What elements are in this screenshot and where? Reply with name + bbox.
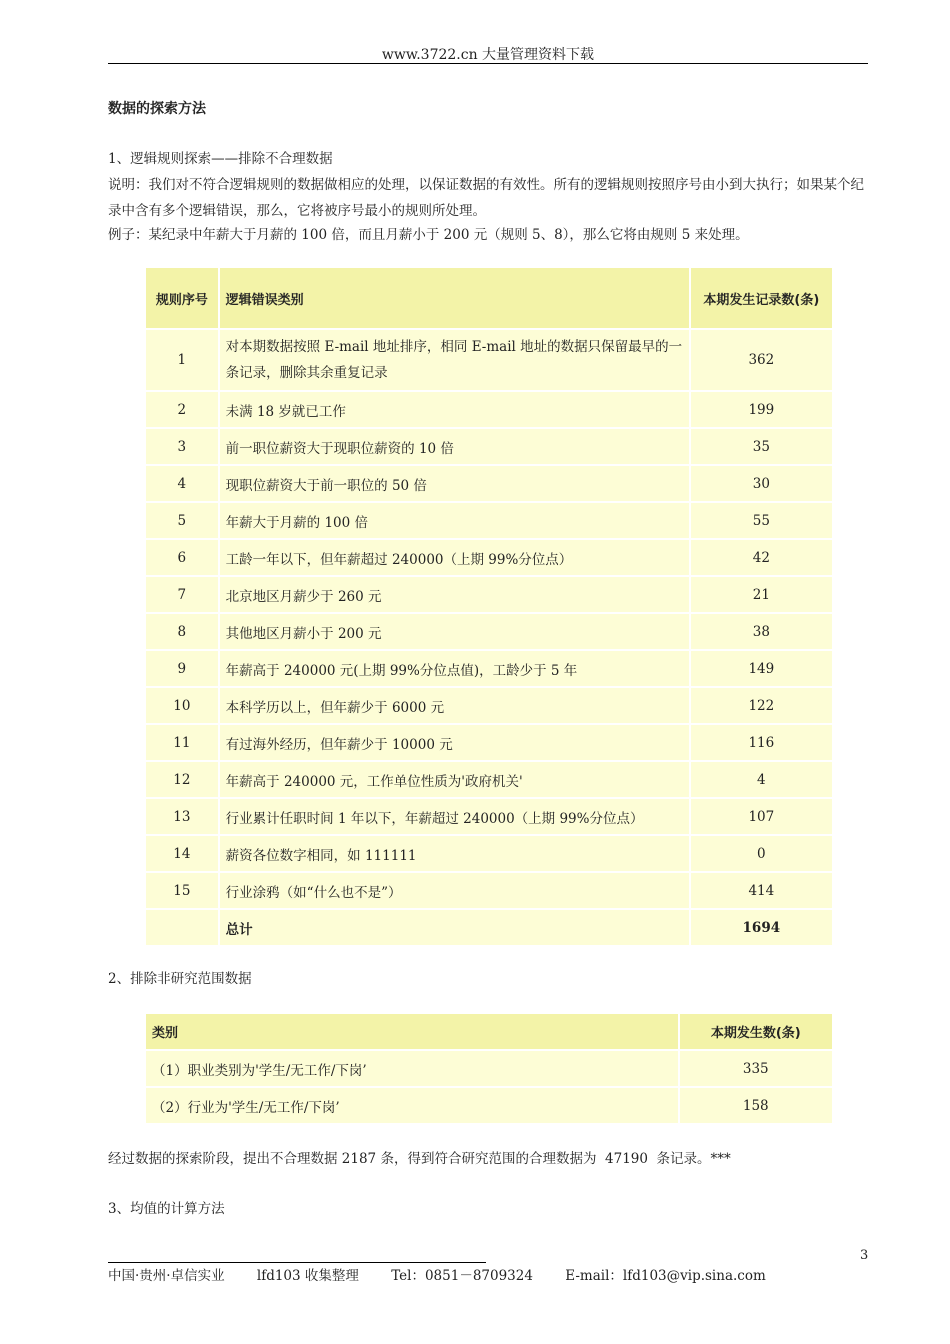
- page-footer: [108, 1264, 794, 1284]
- rule-number: 12: [146, 762, 218, 797]
- table-row: [146, 392, 832, 427]
- table-header-row: [146, 1014, 832, 1049]
- rule-number: 2: [146, 392, 218, 427]
- rule-number: 7: [146, 577, 218, 612]
- section2-heading: 2、排除非研究范围数据: [108, 971, 252, 987]
- rule-description: 本科学历以上，但年薪少于 6000 元: [220, 688, 689, 723]
- rule-count: 42: [691, 540, 832, 575]
- table-row: [146, 1088, 832, 1123]
- summary-text: 经过数据的探索阶段，提出不合理数据 2187 条，得到符合研究范围的合理数据为 47190 条记录。***: [108, 1151, 731, 1167]
- header-error-category: 逻辑错误类别: [220, 268, 689, 328]
- rule-description: 年薪大于月薪的 100 倍: [220, 503, 689, 538]
- rule-description: 北京地区月薪少于 260 元: [220, 577, 689, 612]
- page-header: www.3722.cn 大量管理资料下载: [381, 47, 595, 63]
- rule-count: 149: [691, 651, 832, 686]
- total-empty-cell: [146, 910, 218, 945]
- section1-description: 说明：我们对不符合逻辑规则的数据做相应的处理，以保证数据的有效性。所有的逻辑规则按照序号由小到大执行；如果某个纪录中含有多个逻辑错误，那么，它将被序号最小的规则所处理。: [108, 177, 864, 219]
- rule-description: 对本期数据按照 E-mail 地址排序，相同 E-mail 地址的数据只保留最早的一条记录，删除其余重复记录: [220, 330, 689, 390]
- rule-description: 未满 18 岁就已工作: [220, 392, 689, 427]
- rule-description: 有过海外经历，但年薪少于 10000 元: [220, 725, 689, 760]
- footer-org: 中国·贵州·卓信实业: [108, 1268, 225, 1284]
- table-row: [146, 836, 832, 871]
- rule-number: 5: [146, 503, 218, 538]
- table-row: [146, 466, 832, 501]
- table-row: [146, 429, 832, 464]
- header-record-count: 本期发生记录数(条): [691, 268, 832, 328]
- rule-description: 行业累计任职时间 1 年以下，年薪超过 240000（上期 99%分位点）: [220, 799, 689, 834]
- category-cell: （2）行业为'学生/无工作/下岗’: [146, 1088, 678, 1123]
- rule-description: 现职位薪资大于前一职位的 50 倍: [220, 466, 689, 501]
- rule-count: 30: [691, 466, 832, 501]
- rule-description: 工龄一年以下，但年薪超过 240000（上期 99%分位点）: [220, 540, 689, 575]
- rule-number: 14: [146, 836, 218, 871]
- table-header-row: [146, 268, 832, 328]
- rule-number: 10: [146, 688, 218, 723]
- logic-rules-table: [144, 266, 834, 947]
- rule-count: 21: [691, 577, 832, 612]
- count-cell: 335: [680, 1051, 832, 1086]
- rule-description: 前一职位薪资大于现职位薪资的 10 倍: [220, 429, 689, 464]
- table-row: [146, 762, 832, 797]
- rule-count: 0: [691, 836, 832, 871]
- total-label: 总计: [220, 910, 689, 945]
- rule-number: 4: [146, 466, 218, 501]
- table-row: [146, 725, 832, 760]
- rule-count: 38: [691, 614, 832, 649]
- table-row: [146, 540, 832, 575]
- section3-heading: 3、均值的计算方法: [108, 1201, 225, 1217]
- table-row: [146, 330, 832, 390]
- table-row: [146, 503, 832, 538]
- table-row: [146, 614, 832, 649]
- header-divider: [108, 63, 868, 64]
- rule-description: 年薪高于 240000 元，工作单位性质为'政府机关': [220, 762, 689, 797]
- rule-count: 362: [691, 330, 832, 390]
- rule-number: 8: [146, 614, 218, 649]
- header-count: 本期发生数(条): [680, 1014, 832, 1049]
- rule-count: 55: [691, 503, 832, 538]
- table-row: [146, 873, 832, 908]
- exclusion-table: [144, 1012, 834, 1125]
- rule-count: 107: [691, 799, 832, 834]
- section1-example: 例子：某纪录中年薪大于月薪的 100 倍，而且月薪小于 200 元（规则 5、8），那么它将由规则 5 来处理。: [108, 227, 749, 243]
- rule-count: 116: [691, 725, 832, 760]
- rule-number: 1: [146, 330, 218, 390]
- footer-collector: lfd103 收集整理: [256, 1268, 359, 1284]
- rule-description: 薪资各位数字相同，如 111111: [220, 836, 689, 871]
- rule-number: 6: [146, 540, 218, 575]
- footer-email: E-mail：lfd103@vip.sina.com: [565, 1268, 766, 1284]
- total-value: 1694: [691, 910, 832, 945]
- rule-description: 年薪高于 240000 元(上期 99%分位点值)，工龄少于 5 年: [220, 651, 689, 686]
- table-row: [146, 688, 832, 723]
- rule-number: 3: [146, 429, 218, 464]
- header-rule-no: 规则序号: [146, 268, 218, 328]
- rule-number: 15: [146, 873, 218, 908]
- category-cell: （1）职业类别为'学生/无工作/下岗’: [146, 1051, 678, 1086]
- footer-tel: Tel：0851－8709324: [391, 1268, 533, 1284]
- footer-divider: [108, 1262, 486, 1263]
- table-row: [146, 1051, 832, 1086]
- count-cell: 158: [680, 1088, 832, 1123]
- table-row: [146, 651, 832, 686]
- rule-count: 199: [691, 392, 832, 427]
- rule-count: 122: [691, 688, 832, 723]
- rule-number: 13: [146, 799, 218, 834]
- page-number: 3: [860, 1248, 869, 1263]
- section1-heading: 1、逻辑规则探索——排除不合理数据: [108, 151, 333, 167]
- rule-description: 行业涂鸦（如“什么也不是”）: [220, 873, 689, 908]
- rule-description: 其他地区月薪小于 200 元: [220, 614, 689, 649]
- rule-count: 35: [691, 429, 832, 464]
- rule-count: 4: [691, 762, 832, 797]
- rule-number: 9: [146, 651, 218, 686]
- table-total-row: [146, 910, 832, 945]
- table-row: [146, 799, 832, 834]
- document-title: 数据的探索方法: [108, 101, 206, 117]
- rule-number: 11: [146, 725, 218, 760]
- rule-count: 414: [691, 873, 832, 908]
- header-category: 类别: [146, 1014, 678, 1049]
- table-row: [146, 577, 832, 612]
